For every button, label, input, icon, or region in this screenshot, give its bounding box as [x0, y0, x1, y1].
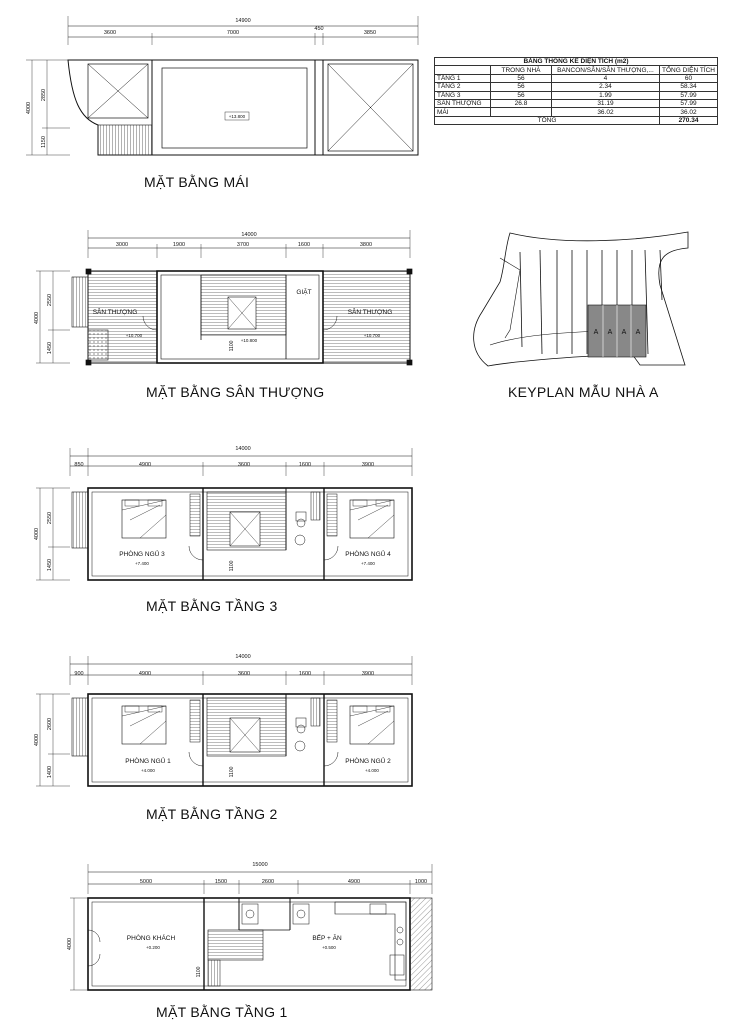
floor3-room-left: PHÒNG NGỦ 3: [119, 551, 165, 558]
table-row: [435, 83, 718, 91]
table-cell: 26.8: [491, 99, 552, 107]
floor2-room-right: PHÒNG NGỦ 2: [345, 758, 391, 765]
table-cell: 57.99: [660, 91, 718, 99]
table-cell: 56: [491, 74, 552, 82]
table-row: [435, 74, 718, 82]
floor2-dim-total: 14000: [235, 654, 251, 660]
keyplan-unit-4: A: [635, 329, 641, 336]
keyplan-unit-3: A: [621, 329, 627, 336]
roof-dim-2: 7000: [226, 30, 240, 36]
floor3-stair-dim: 1100: [229, 560, 235, 572]
table-cell: TẦNG 1: [435, 74, 491, 82]
roof-dim-4: 3850: [363, 30, 377, 36]
terrace-room-left: SÂN THƯỢNG: [92, 309, 138, 316]
roof-dim-total: 14900: [235, 18, 251, 24]
floor1-dim-3: 2600: [261, 879, 275, 885]
floor1-stair-dim: 1100: [196, 966, 202, 978]
terrace-dim-2: 1900: [172, 242, 186, 248]
roof-side-dim-2: 1150: [41, 136, 47, 148]
table-cell: 60: [660, 74, 718, 82]
table-row: [435, 91, 718, 99]
floor2-dim-4: 1600: [298, 671, 312, 677]
area-table-total-row: [435, 116, 718, 124]
area-table-header-cell: BANCON/SÂN/SÂN THƯỢNG,...: [551, 66, 659, 74]
floor1-dim-5: 1000: [414, 879, 428, 885]
table-cell: 31.19: [551, 99, 659, 107]
roof-dim-3: 450: [314, 26, 324, 32]
roof-dim-1: 3600: [103, 30, 117, 36]
terrace-dim-3: 3700: [236, 242, 250, 248]
floor1-room-right: BẾP + ĂN: [312, 935, 342, 942]
terrace-dim-1: 3000: [115, 242, 129, 248]
floor2-side-dim-total: 4000: [34, 733, 40, 747]
area-table-header-cell: [435, 66, 491, 74]
floor3-plan-title: MẶT BẰNG TẦNG 3: [146, 598, 278, 614]
floor1-dim-2: 1500: [214, 879, 228, 885]
floor2-level-right: +4.000: [365, 768, 379, 773]
table-cell: 4: [551, 74, 659, 82]
roof-plan-title: MẶT BẰNG MÁI: [144, 174, 250, 190]
terrace-room-laundry: GIẶT: [296, 289, 312, 296]
keyplan-title: KEYPLAN MẪU NHÀ A: [508, 384, 659, 400]
floor2-side-dim-1: 2600: [47, 717, 53, 731]
table-cell: TẦNG 2: [435, 83, 491, 91]
floor2-dim-3: 3600: [237, 671, 251, 677]
floor1-dim-total: 15000: [252, 862, 268, 868]
table-cell: [491, 108, 552, 116]
floor2-dim-1: 900: [74, 671, 84, 677]
terrace-side-dim-2: 1450: [47, 341, 53, 355]
floor3-level-left: +7.400: [135, 561, 149, 566]
floor2-side-dim-2: 1400: [47, 765, 53, 779]
terrace-dim-5: 3800: [359, 242, 373, 248]
table-cell: 2.34: [551, 83, 659, 91]
floor3-dim-4: 1600: [298, 462, 312, 468]
floor3-side-dim-2: 1450: [47, 558, 53, 572]
keyplan-unit-2: A: [607, 329, 613, 336]
terrace-level-left: +10.700: [125, 333, 143, 338]
floor2-plan-title: MẶT BẰNG TẦNG 2: [146, 806, 278, 822]
floor3-dim-1: 850: [74, 462, 84, 468]
area-table-title: BẢNG THỐNG KÊ DIỆN TÍCH (m2): [435, 58, 718, 66]
area-table-header-cell: TRONG NHÀ: [491, 66, 552, 74]
roof-side-dim-total: 4000: [26, 101, 32, 115]
floor2-level-left: +4.000: [141, 768, 155, 773]
table-cell: 56: [491, 91, 552, 99]
floor3-level-right: +7.400: [361, 561, 375, 566]
table-cell: 58.34: [660, 83, 718, 91]
floor1-level-left: +0.200: [146, 945, 160, 950]
floor2-dim-2: 4900: [138, 671, 152, 677]
floor3-dim-5: 3900: [361, 462, 375, 468]
roof-side-dim-1: 2850: [41, 88, 47, 102]
floor1-dim-4: 4900: [347, 879, 361, 885]
terrace-plan-title: MẶT BẰNG SÂN THƯỢNG: [146, 384, 325, 400]
area-table-total-label: TỔNG: [435, 116, 660, 124]
table-row: [435, 99, 718, 107]
table-cell: 1.99: [551, 91, 659, 99]
keyplan-unit-1: A: [593, 329, 599, 336]
table-row: [435, 108, 718, 116]
floor3-side-dim-total: 4000: [34, 527, 40, 541]
floor1-side-dim-total: 4000: [67, 937, 73, 951]
floor2-dim-5: 3900: [361, 671, 375, 677]
table-cell: 36.02: [660, 108, 718, 116]
area-table-header-row: [435, 66, 718, 74]
table-cell: 57.99: [660, 99, 718, 107]
floor2-room-left: PHÒNG NGỦ 1: [125, 758, 171, 765]
floor1-dim-1: 5000: [139, 879, 153, 885]
terrace-dim-total: 14000: [241, 232, 257, 238]
table-cell: MÁI: [435, 108, 491, 116]
terrace-level-right: +10.700: [363, 333, 381, 338]
area-table-total-value: 270.34: [660, 116, 718, 124]
table-cell: 36.02: [551, 108, 659, 116]
floor3-side-dim-1: 2550: [47, 511, 53, 525]
table-cell: 56: [491, 83, 552, 91]
terrace-side-dim-1: 2550: [47, 293, 53, 307]
floor3-dim-3: 3600: [237, 462, 251, 468]
floor3-dim-2: 4900: [138, 462, 152, 468]
terrace-level-mid: +10.800: [240, 338, 258, 343]
terrace-stair-dim: 1100: [229, 340, 235, 352]
terrace-dim-4: 1600: [297, 242, 311, 248]
area-statistics-table: [434, 57, 718, 125]
table-cell: SÂN THƯỢNG: [435, 99, 491, 107]
terrace-side-dim-total: 4000: [34, 311, 40, 325]
roof-level: +13.800: [228, 114, 246, 119]
floor3-dim-total: 14000: [235, 446, 251, 452]
terrace-room-right: SÂN THƯỢNG: [347, 309, 393, 316]
table-cell: TẦNG 3: [435, 91, 491, 99]
floor1-room-left: PHÒNG KHÁCH: [126, 935, 176, 942]
floor1-level-right: +0.500: [322, 945, 336, 950]
area-table-header-cell: TỔNG DIỆN TÍCH: [660, 66, 718, 74]
floor1-plan-title: MẶT BẰNG TẦNG 1: [156, 1004, 288, 1020]
floor3-room-right: PHÒNG NGỦ 4: [345, 551, 391, 558]
floor2-stair-dim: 1100: [229, 766, 235, 778]
